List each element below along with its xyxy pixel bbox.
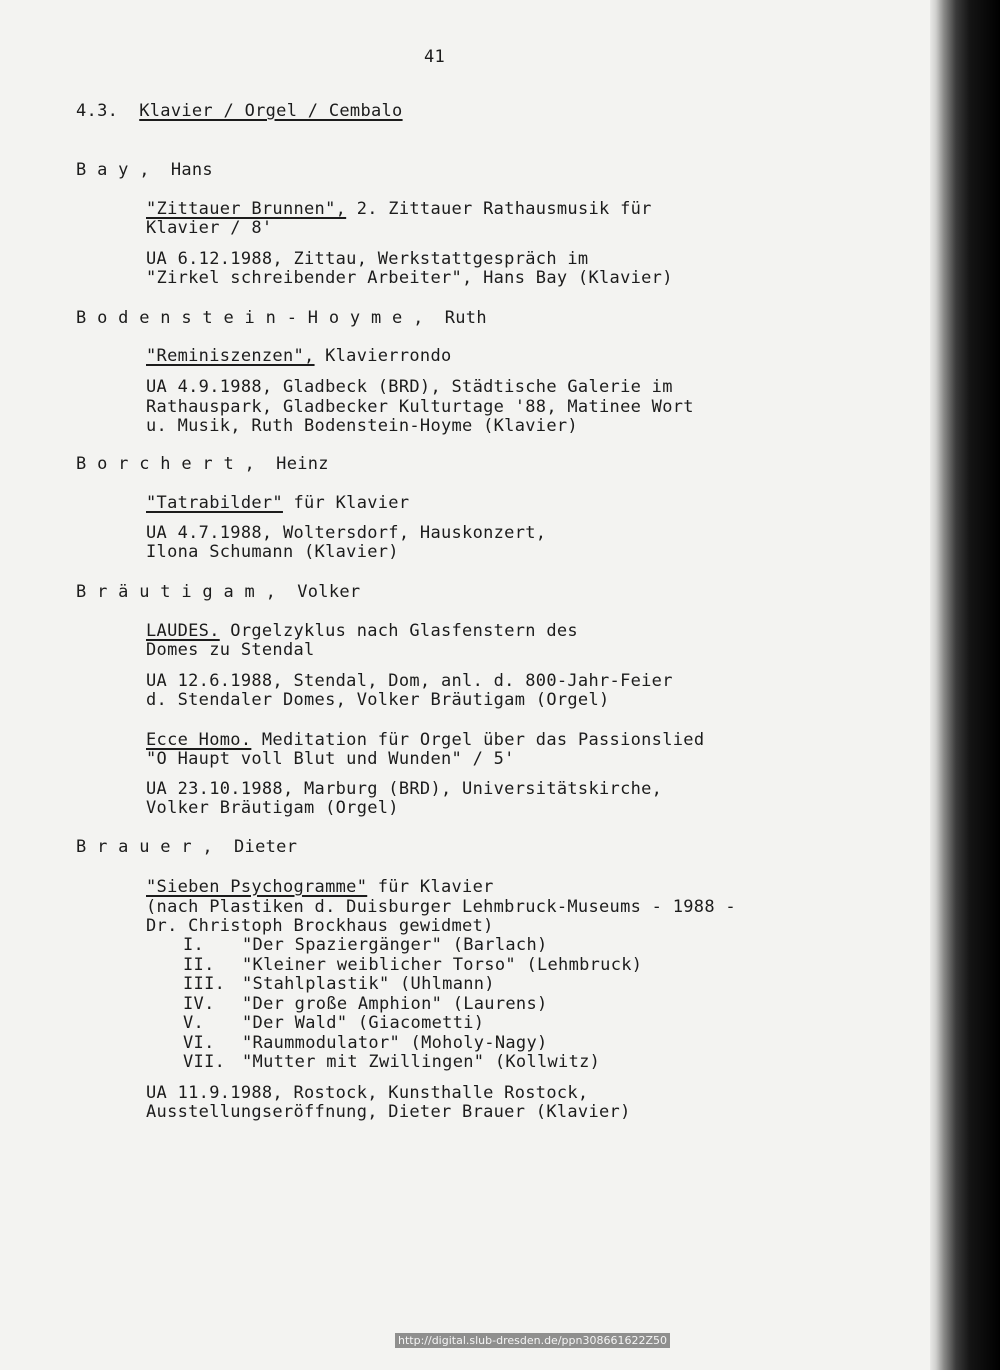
- composer-name: B a y , Hans: [76, 160, 213, 180]
- work-title-main: Ecce Homo.: [146, 730, 252, 750]
- source-url: http://digital.slub-dresden.de/ppn308661622Z50: [395, 1333, 670, 1348]
- movement-title: "Der Wald" (Giacometti): [242, 1013, 485, 1033]
- premiere-line: Volker Bräutigam (Orgel): [146, 798, 399, 818]
- section-title: Klavier / Orgel / Cembalo: [139, 101, 403, 121]
- movement-number: V.: [183, 1013, 205, 1033]
- premiere-line: UA 6.12.1988, Zittau, Werkstattgespräch im: [146, 249, 589, 269]
- work-title-rest: für Klavier: [367, 877, 494, 897]
- work-title-line2: Domes zu Stendal: [146, 640, 315, 660]
- premiere-line: UA 12.6.1988, Stendal, Dom, anl. d. 800-Jahr-Feier: [146, 671, 673, 691]
- page-edge-shadow: [930, 0, 1000, 1370]
- movement-number: VII.: [183, 1052, 226, 1072]
- movement-number: III.: [183, 974, 226, 994]
- composer-name: B o d e n s t e i n - H o y m e , Ruth: [76, 308, 487, 328]
- premiere-line: Ilona Schumann (Klavier): [146, 542, 399, 562]
- premiere-line: UA 4.9.1988, Gladbeck (BRD), Städtische Galerie im: [146, 377, 673, 397]
- movement-title: "Stahlplastik" (Uhlmann): [242, 974, 495, 994]
- work-title-rest: für Klavier: [282, 493, 410, 513]
- premiere-line: UA 23.10.1988, Marburg (BRD), Universitätskirche,: [146, 779, 663, 799]
- premiere-line: u. Musik, Ruth Bodenstein-Hoyme (Klavier): [146, 416, 578, 436]
- work-title: [146, 731, 704, 750]
- premiere-line: UA 4.7.1988, Woltersdorf, Hauskonzert,: [146, 523, 547, 543]
- work-title-main: "Reminiszenzen",: [146, 346, 315, 366]
- movement-number: IV.: [183, 994, 215, 1014]
- work-title-main: "Tatrabilder": [146, 493, 283, 513]
- work-title-main: "Zittauer Brunnen",: [146, 199, 347, 219]
- work-title-main: LAUDES.: [146, 621, 220, 641]
- work-title-rest: Klavierrondo: [314, 346, 452, 366]
- work-title: [146, 347, 452, 366]
- composer-name: B r a u e r , Dieter: [76, 837, 298, 857]
- movement-number: VI.: [183, 1033, 215, 1053]
- work-title: [146, 878, 494, 897]
- movement-title: "Der Spaziergänger" (Barlach): [242, 935, 548, 955]
- composer-name: B o r c h e r t , Heinz: [76, 454, 329, 474]
- premiere-line: "Zirkel schreibender Arbeiter", Hans Bay (Klavier): [146, 268, 673, 288]
- work-title-rest: 2. Zittauer Rathausmusik für: [346, 199, 652, 219]
- movement-title: "Raummodulator" (Moholy-Nagy): [242, 1033, 548, 1053]
- movement-title: "Der große Amphion" (Laurens): [242, 994, 548, 1014]
- page-number: 41: [424, 47, 446, 67]
- movement-number: II.: [183, 955, 215, 975]
- composer-name: B r ä u t i g a m , Volker: [76, 582, 361, 602]
- work-title-main: "Sieben Psychogramme": [146, 877, 368, 897]
- movement-title: "Mutter mit Zwillingen" (Kollwitz): [242, 1052, 601, 1072]
- work-title-rest: Orgelzyklus nach Glasfenstern des: [219, 621, 578, 641]
- premiere-line: Rathauspark, Gladbecker Kulturtage '88, Matinee Wort: [146, 397, 694, 417]
- premiere-line: d. Stendaler Domes, Volker Bräutigam (Orgel): [146, 690, 610, 710]
- work-title: [146, 200, 652, 219]
- work-note: Dr. Christoph Brockhaus gewidmet): [146, 916, 494, 936]
- movement-number: I.: [183, 935, 205, 955]
- work-title: [146, 622, 578, 641]
- section-heading: [76, 102, 403, 121]
- work-title-rest: Meditation für Orgel über das Passionslied: [251, 730, 705, 750]
- premiere-line: Ausstellungseröffnung, Dieter Brauer (Klavier): [146, 1102, 631, 1122]
- movement-title: "Kleiner weiblicher Torso" (Lehmbruck): [242, 955, 643, 975]
- premiere-line: UA 11.9.1988, Rostock, Kunsthalle Rostock,: [146, 1083, 589, 1103]
- work-title-line2: "O Haupt voll Blut und Wunden" / 5': [146, 749, 515, 769]
- work-note: (nach Plastiken d. Duisburger Lehmbruck-Museums - 1988 -: [146, 897, 736, 917]
- section-number: 4.3.: [76, 101, 119, 121]
- work-title-line2: Klavier / 8': [146, 218, 273, 238]
- work-title: [146, 494, 409, 513]
